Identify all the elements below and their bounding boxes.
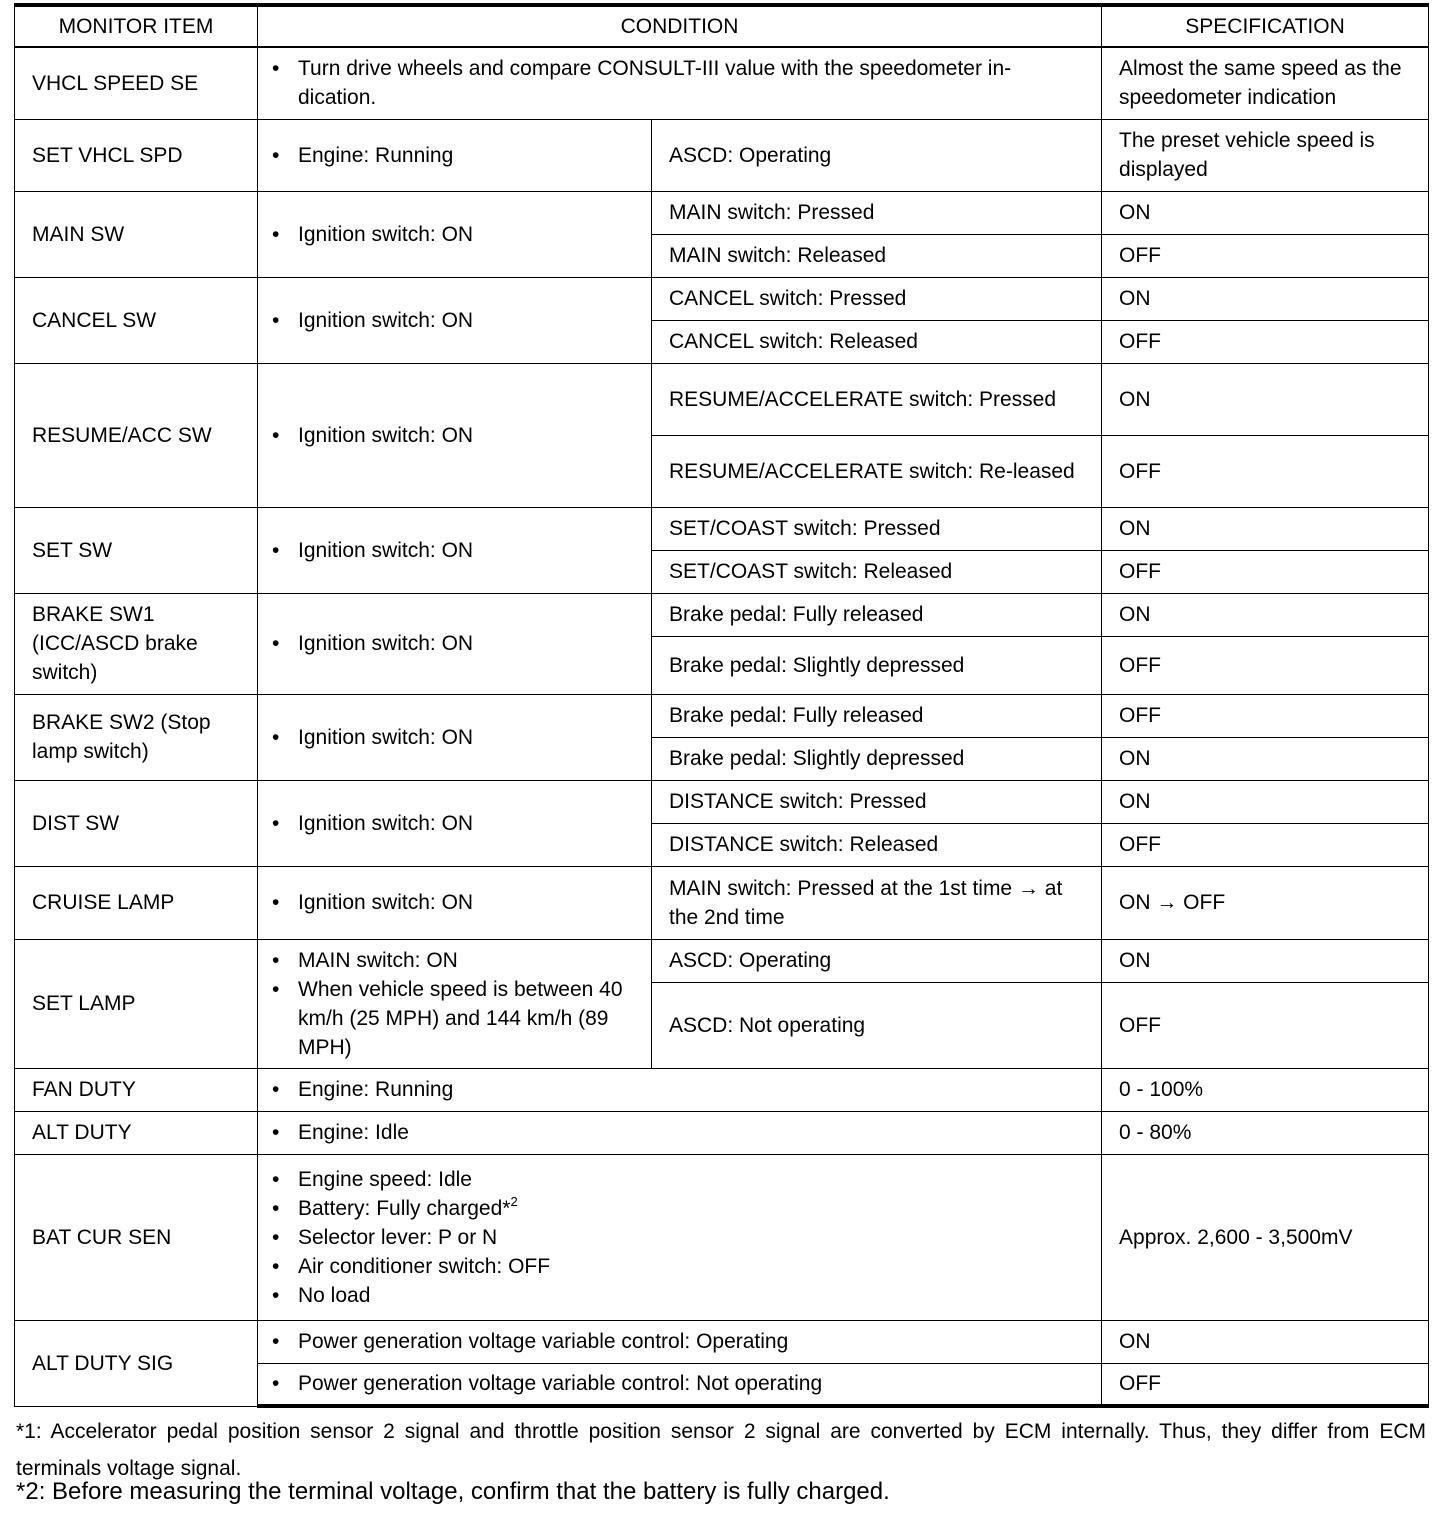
condition-cell: • MAIN switch: ON • When vehicle speed is between 40 km/h (25 MPH) and 144 km/h (89 MPH) [258,939,652,1068]
condition-text: Engine: Idle [298,1121,409,1144]
spec-value: OFF [1102,435,1429,507]
spec-value: 0 - 100% [1102,1068,1429,1111]
sub-condition: DISTANCE switch: Released [652,823,1102,866]
spec-value: ON [1102,593,1429,636]
monitor-item: ALT DUTY [15,1111,258,1154]
monitor-item: RESUME/ACC SW [15,363,258,507]
condition-text: Ignition switch: ON [298,811,474,835]
sub-condition: Brake pedal: Slightly depressed [652,737,1102,780]
table-row [15,866,1429,939]
monitor-item: SET VHCL SPD [15,119,258,191]
monitor-item: SET LAMP [15,939,258,1068]
spec-value: ON [1102,939,1429,982]
condition-cell: • Ignition switch: ON [258,191,652,277]
condition-text: Ignition switch: ON [298,308,474,332]
condition-text: Engine speed: Idle [298,1167,472,1191]
monitor-item: CRUISE LAMP [15,866,258,939]
spec-value: OFF [1102,320,1429,363]
table-row [15,277,1429,320]
sub-condition: Brake pedal: Fully released [652,593,1102,636]
condition-text: No load [298,1283,371,1307]
sub-condition: ASCD: Not operating [652,982,1102,1068]
table-row [15,1320,1429,1363]
monitor-item: BRAKE SW2 (Stop lamp switch) [15,694,258,780]
sub-condition: ASCD: Operating [652,939,1102,982]
monitor-item: MAIN SW [15,191,258,277]
monitor-item: FAN DUTY [15,1068,258,1111]
condition-text: MAIN switch: ON [298,948,458,972]
sub-condition: MAIN switch: Pressed at the 1st time → at the 2nd time [652,866,1102,939]
table-row [15,119,1429,191]
condition-text: Engine: Running [298,1078,454,1101]
spec-value: The preset vehicle speed is displayed [1102,119,1429,191]
condition-cell: • Turn drive wheels and compare CONSULT-III value with the speedometer in-dication. [258,47,1102,119]
condition-cell: • Engine: Idle [258,1111,1102,1154]
table-row [15,694,1429,737]
condition-text: Ignition switch: ON [298,891,474,914]
table-row [15,1068,1429,1111]
sub-condition: Brake pedal: Fully released [652,694,1102,737]
condition-text: Ignition switch: ON [298,632,474,655]
spec-value: Almost the same speed as the speedometer indication [1102,47,1429,119]
condition-cell: • Power generation voltage variable control: Operating [258,1320,1102,1363]
table-row [15,191,1429,234]
spec-value: ON [1102,191,1429,234]
sub-condition: RESUME/ACCELERATE switch: Re-leased [652,435,1102,507]
header-monitor-item: MONITOR ITEM [15,5,258,47]
header-condition: CONDITION [258,5,1102,47]
table-row [15,780,1429,823]
condition-text: Turn drive wheels and compare CONSULT-III value with the speedometer in-dication. [298,57,1012,110]
condition-text: Engine: Running [298,143,454,167]
monitor-spec-table [14,3,1429,1408]
condition-text: Air conditioner switch: OFF [298,1254,551,1278]
monitor-item: BRAKE SW1 (ICC/ASCD brake switch) [15,593,258,694]
spec-value: ON → OFF [1102,866,1429,939]
spec-value: ON [1102,780,1429,823]
spec-value: OFF [1102,636,1429,694]
spec-value: 0 - 80% [1102,1111,1429,1154]
condition-cell: • Ignition switch: ON [258,694,652,780]
condition-text: Battery: Fully charged*$^2$ [298,1193,518,1220]
condition-text: Selector lever: P or N [298,1225,498,1249]
condition-text: Ignition switch: ON [298,222,474,246]
monitor-item: SET SW [15,507,258,593]
spec-value: OFF [1102,823,1429,866]
sub-condition: MAIN switch: Pressed [652,191,1102,234]
sub-condition: SET/COAST switch: Pressed [652,507,1102,550]
condition-cell: • Ignition switch: ON [258,780,652,866]
spec-value: OFF [1102,1363,1429,1406]
table-row [15,363,1429,435]
condition-cell: • Ignition switch: ON [258,593,652,694]
condition-text: Power generation voltage variable control: Not operating [298,1372,823,1396]
sub-condition: DISTANCE switch: Pressed [652,780,1102,823]
sub-condition: ASCD: Operating [652,119,1102,191]
condition-cell: • Power generation voltage variable control: Not operating [258,1363,1102,1406]
sub-condition: CANCEL switch: Pressed [652,277,1102,320]
header-row [15,5,1429,47]
condition-cell: • Ignition switch: ON [258,507,652,593]
condition-text: When vehicle speed is between 40 km/h (25 MPH) and 144 km/h (89 MPH) [298,977,623,1059]
spec-value: OFF [1102,982,1429,1068]
condition-text: Ignition switch: ON [298,423,474,447]
monitor-item: ALT DUTY SIG [15,1320,258,1406]
condition-cell: • Ignition switch: ON [258,277,652,363]
spec-value: Approx. 2,600 - 3,500mV [1102,1154,1429,1320]
condition-cell: • Engine: Running [258,1068,1102,1111]
header-specification: SPECIFICATION [1102,5,1429,47]
spec-value: OFF [1102,234,1429,277]
monitor-item: VHCL SPEED SE [15,47,258,119]
monitor-item: CANCEL SW [15,277,258,363]
table-row [15,939,1429,982]
sub-condition: Brake pedal: Slightly depressed [652,636,1102,694]
footnote-ref: 2 [510,1193,518,1209]
table-row [15,507,1429,550]
condition-cell: • Engine: Running [258,119,652,191]
sub-condition: MAIN switch: Released [652,234,1102,277]
condition-text: Ignition switch: ON [298,725,474,749]
monitor-item: DIST SW [15,780,258,866]
condition-text: Ignition switch: ON [298,538,474,562]
condition-cell: • Ignition switch: ON [258,866,652,939]
spec-value: ON [1102,363,1429,435]
table-row [15,1111,1429,1154]
spec-value: ON [1102,737,1429,780]
table-row [15,1154,1429,1320]
sub-condition: SET/COAST switch: Released [652,550,1102,593]
spec-value: ON [1102,507,1429,550]
condition-text: Power generation voltage variable control: Operating [298,1330,789,1353]
sub-condition: RESUME/ACCELERATE switch: Pressed [652,363,1102,435]
table-row [15,593,1429,636]
spec-value: ON [1102,277,1429,320]
monitor-item: BAT CUR SEN [15,1154,258,1320]
footnote-2: *2: Before measuring the terminal voltage, confirm that the battery is fully charged. [16,1478,890,1505]
sub-condition: CANCEL switch: Released [652,320,1102,363]
spec-value: OFF [1102,694,1429,737]
spec-value: OFF [1102,550,1429,593]
footnote-1: *1: Accelerator pedal position sensor 2 signal and throttle position sensor 2 signal are converted by ECM internally. Thus, they differ from ECM terminals voltage signal. [16,1420,1426,1480]
condition-cell: • Ignition switch: ON [258,363,652,507]
condition-cell: • Engine speed: Idle • Battery: Fully charged*$^2$ • Selector lever: P or N • Air conditioner switch: OFF • No load [258,1154,1102,1320]
table-row [15,47,1429,119]
spec-value: ON [1102,1320,1429,1363]
